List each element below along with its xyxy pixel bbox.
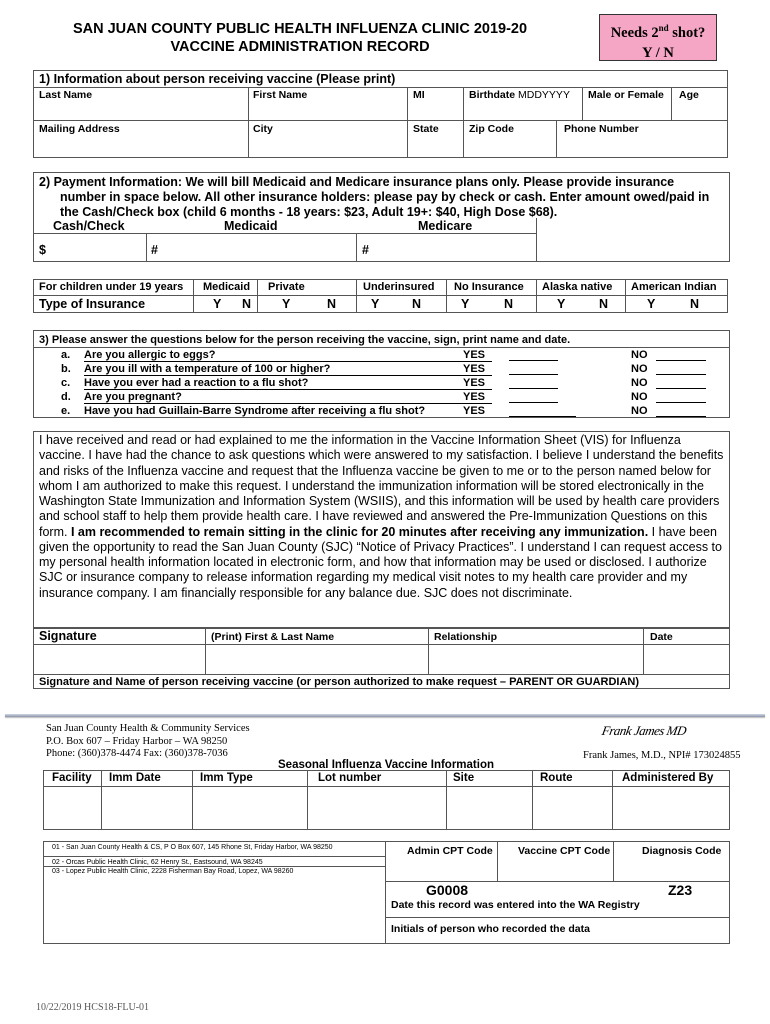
needs-shot-options: Y / N [642,44,674,61]
diagnosis-code-value: Z23 [668,882,693,898]
ins-col-medicaid: Medicaid [203,281,251,293]
question-letter: b. [61,363,71,375]
question-letter: d. [61,391,71,403]
consent-part-1: I have received and read or had explained to me the information in the Vaccine Information Sheet (VIS) for Influenza vaccine. I have had the chance to ask questions which were answered to my satisfaction. I believe I understand the benefits and risks of the Influenza vaccine and request that the Influenza vaccine be given to me or to the person named below for whom I am authorized to make this request. I understand the immunization information will be stored electronically in the Washington State Immunization and Information System (WSIIS), and this information will be used by health care providers and school staff to help them provide health care. I have reviewed and answered the Pre-Immunization Questions on this form. [39,433,724,539]
answer-yes[interactable]: YES [463,391,486,403]
cash-amount-field[interactable]: $ [39,243,46,257]
consent-bold-sitting: I am recommended to remain sitting in the clinic for 20 minutes after receiving any immunization. [70,524,649,539]
signature-input[interactable] [34,645,204,673]
signature-label: Signature [39,629,97,643]
col-site: Site [453,772,475,784]
imm-date-input[interactable] [102,787,191,829]
alaska-native-yes[interactable]: Y [557,297,566,311]
birthdate-field[interactable] [469,89,570,101]
col-imm-date: Imm Date [109,772,161,784]
office-phone: Phone: (360)378-4474 Fax: (360)378-7036 [46,748,228,759]
payment-line-3: the Cash/Check box (child 6 months - 18 years: $23, Adult 19+: $40, High Dose $68). [60,205,558,219]
medicaid-yes[interactable]: Y [213,297,222,311]
medicare-number-field[interactable]: # [362,243,369,257]
private-yes[interactable]: Y [282,297,291,311]
answer-no[interactable]: NO [631,405,648,417]
medicaid-header: Medicaid [224,219,278,233]
question-letter: a. [61,349,71,361]
birthdate-format: MDDYYYY [518,89,570,101]
answer-yes[interactable]: YES [463,377,486,389]
no-insurance-yes[interactable]: Y [461,297,470,311]
question-text: Have you ever had a reaction to a flu shot? [84,377,309,389]
facility-01: 01 - San Juan County Health & CS, P O Box 607, 145 Rhone St, Friday Harbor, WA 98250 [52,844,333,851]
ins-col-no-insurance: No Insurance [454,281,524,293]
needs-shot-suffix: shot? [668,24,706,41]
needs-shot-sup: nd [658,23,669,33]
route-input[interactable] [533,787,611,829]
age-field[interactable]: Age [679,89,699,101]
vaccine-cpt-input[interactable] [498,858,612,880]
administered-by-input[interactable] [613,787,729,829]
type-of-insurance-label: Type of Insurance [39,297,146,311]
doctor-signature [601,723,688,739]
facility-02: 02 - Orcas Public Health Clinic, 62 Henry St., Eastsound, WA 98245 [52,859,263,866]
facility-03: 03 - Lopez Public Health Clinic, 2228 Fisherman Bay Road, Lopez, WA 98260 [52,868,294,875]
state-field[interactable]: State [413,123,439,135]
medicaid-no[interactable]: N [242,297,252,311]
office-po: P.O. Box 607 – Friday Harbor – WA 98250 [46,735,228,747]
date-label: Date [650,631,673,643]
children-label: For children under 19 years [39,281,184,293]
doctor-signature-text: Frank James MD [600,723,688,738]
consent-text [39,433,729,601]
ins-col-american-indian: American Indian [631,281,717,293]
vaccine-cpt-label: Vaccine CPT Code [518,845,611,857]
imm-type-input[interactable] [193,787,306,829]
underinsured-yes[interactable]: Y [371,297,380,311]
question-row [39,404,729,418]
american-indian-yes[interactable]: Y [647,297,656,311]
initials-input[interactable] [386,935,729,943]
print-name-input[interactable] [206,645,427,673]
question-row [39,390,729,404]
admin-cpt-label: Admin CPT Code [407,845,493,857]
question-text: Are you allergic to eggs? [84,349,216,361]
section-3-heading: 3) Please answer the questions below for the person receiving the vaccine, sign, print name and date. [39,334,571,346]
sex-field[interactable]: Male or Female [588,89,664,101]
answer-yes[interactable]: YES [463,349,486,361]
answer-no[interactable]: NO [631,349,648,361]
no-insurance-no[interactable]: N [504,297,514,311]
doctor-name: Frank James, M.D., NPI# 173024855 [583,750,741,761]
answer-no[interactable]: NO [631,363,648,375]
form-title [40,20,560,56]
answer-no[interactable]: NO [631,377,648,389]
payment-line-2: number in space below. All other insurance holders: please pay by check or cash. Enter amount owed/paid in [60,190,710,204]
date-input[interactable] [644,645,729,673]
admin-cpt-value: G0008 [426,882,469,898]
facility-input[interactable] [44,787,100,829]
office-address [46,723,250,761]
seasonal-heading: Seasonal Influenza Vaccine Information [278,759,495,771]
needs-shot-prefix: Needs 2 [610,24,659,41]
form-id: 10/22/2019 HCS18-FLU-01 [36,1002,150,1013]
question-row [39,348,729,362]
answer-no[interactable]: NO [631,391,648,403]
alaska-native-no[interactable]: N [599,297,609,311]
consent-part-2: I have been given the opportunity to read the San Juan County (SJC) “Notice of Privacy Practices”. I understand I can request access to my personal health information located in electronic form, and how that information may be used or disclosed. I authorize SJC or insurance company to release information regarding my medical visit notes to my health care provider and my insurance company. I am financially responsible for any balance due. SJC does not discriminate. [39,524,722,600]
question-row [39,376,729,390]
cash-check-header: Cash/Check [53,219,125,233]
payment-instructions [39,175,709,220]
zip-field[interactable]: Zip Code [469,123,514,135]
phone-field[interactable]: Phone Number [564,123,639,135]
lot-number-input[interactable] [308,787,445,829]
diagnosis-code-label: Diagnosis Code [642,845,722,857]
col-administered-by: Administered By [622,772,714,784]
american-indian-no[interactable]: N [690,297,700,311]
print-name-label: (Print) First & Last Name [211,631,335,643]
mi-field[interactable]: MI [413,89,425,101]
col-facility: Facility [52,772,92,784]
section-1-heading: 1) Information about person receiving vaccine (Please print) [39,72,396,86]
answer-yes[interactable]: YES [463,363,486,375]
site-input[interactable] [447,787,531,829]
private-no[interactable]: N [327,297,337,311]
question-text: Have you had Guillain-Barre Syndrome after receiving a flu shot? [84,405,426,417]
relationship-input[interactable] [429,645,642,673]
first-name-field[interactable]: First Name [253,89,308,101]
office-divider [5,714,765,717]
question-text: Are you ill with a temperature of 100 or higher? [84,363,331,375]
medicaid-number-field[interactable]: # [151,243,158,257]
ins-col-underinsured: Underinsured [363,281,435,293]
question-text: Are you pregnant? [84,391,182,403]
answer-yes[interactable]: YES [463,405,486,417]
title-line-1: SAN JUAN COUNTY PUBLIC HEALTH INFLUENZA CLINIC 2019-20 [72,21,528,37]
registry-date-label: Date this record was entered into the WA Registry [391,899,640,911]
payment-line-1: 2) Payment Information: We will bill Medicaid and Medicare insurance plans only. Please provide insurance [39,175,675,189]
last-name-field[interactable]: Last Name [39,89,93,101]
title-line-2: VACCINE ADMINISTRATION RECORD [170,39,430,55]
birthdate-label: Birthdate [469,89,516,101]
relationship-label: Relationship [434,631,498,643]
medicare-header: Medicare [418,219,473,233]
question-letter: e. [61,405,71,417]
ins-col-alaska-native: Alaska native [542,281,613,293]
underinsured-no[interactable]: N [412,297,422,311]
question-letter: c. [61,377,71,389]
col-imm-type: Imm Type [200,772,253,784]
registry-date-input[interactable] [386,911,729,917]
signature-footer: Signature and Name of person receiving vaccine (or person authorized to make request – PARENT OR GUARDIAN) [39,676,640,688]
screening-questions [39,348,729,418]
question-row [39,362,729,376]
mailing-address-field[interactable]: Mailing Address [39,123,120,135]
col-route: Route [540,772,573,784]
col-lot-number: Lot number [318,772,382,784]
needs-second-shot-box[interactable] [599,14,717,61]
initials-label: Initials of person who recorded the data [391,923,590,935]
city-field[interactable]: City [253,123,273,135]
office-org: San Juan County Health & Community Services [46,723,250,734]
ins-col-private: Private [268,281,305,293]
